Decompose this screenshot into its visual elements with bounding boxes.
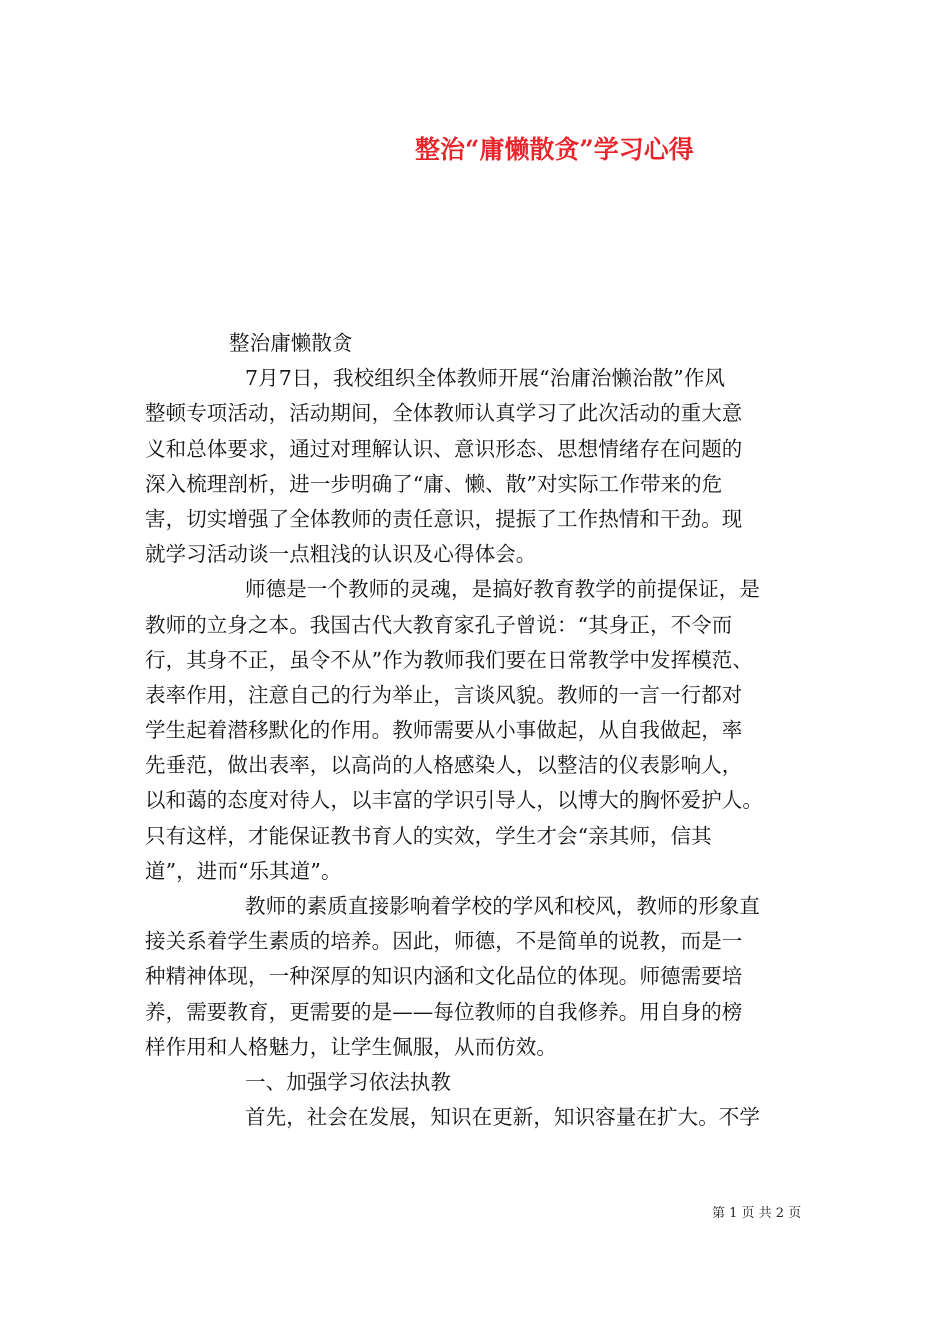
paragraph-line: 整顿专项活动，活动期间，全体教师认真学习了此次活动的重大意: [145, 401, 743, 426]
section-heading: 一、加强学习依法执教: [245, 1069, 451, 1094]
document-title: 整治“庸懒散贪”学习心得: [415, 135, 694, 164]
paragraph-line: 养，需要教育，更需要的是——每位教师的自我修养。用自身的榜: [145, 999, 743, 1024]
paragraph-line: 接关系着学生素质的培养。因此，师德，不是简单的说教，而是一: [145, 929, 743, 954]
paragraph-line: 以和蔼的态度对待人，以丰富的学识引导人，以博大的胸怀爱护人。: [145, 788, 763, 813]
paragraph-line: 种精神体现，一种深厚的知识内涵和文化品位的体现。师德需要培: [145, 964, 743, 989]
paragraph-line: 师德是一个教师的灵魂，是搞好教育教学的前提保证，是: [245, 577, 760, 602]
paragraph-line: 义和总体要求，通过对理解认识、意识形态、思想情绪存在问题的: [145, 436, 743, 461]
paragraph-line: 样作用和人格魅力，让学生佩服，从而仿效。: [145, 1034, 557, 1059]
paragraph-line: 教师的素质直接影响着学校的学风和校风，教师的形象直: [245, 894, 760, 918]
subheading: 整治庸懒散贪: [229, 331, 353, 355]
paragraph-line: 就学习活动谈一点粗浅的认识及心得体会。: [145, 542, 537, 567]
paragraph-line: 道”，进而“乐其道”。: [145, 858, 342, 883]
paragraph-line: 深入梳理剖析，进一步明确了“庸、懒、散”对实际工作带来的危: [145, 471, 723, 496]
paragraph-line: 先垂范，做出表率，以高尚的人格感染人，以整洁的仪表影响人，: [145, 753, 743, 778]
paragraph-line: 只有这样，才能保证教书育人的实效，学生才会“亲其师，信其: [145, 823, 712, 848]
paragraph-line: 学生起着潜移默化的作用。教师需要从小事做起，从自我做起，率: [145, 718, 743, 743]
document-body: [145, 326, 805, 1135]
page-number: 第 1 页 共 2 页: [712, 1206, 802, 1221]
paragraph-line: 首先，社会在发展，知识在更新，知识容量在扩大。不学: [245, 1105, 760, 1130]
page-footer: [712, 1205, 801, 1223]
paragraph-line: 行，其身不正，虽令不从”作为教师我们要在日常教学中发挥模范、: [145, 647, 753, 672]
paragraph-line: 7月7日，我校组织全体教师开展“治庸治懒治散”作风: [245, 366, 726, 391]
paragraph-line: 害，切实增强了全体教师的责任意识，提振了工作热情和干劲。现: [145, 506, 743, 531]
paragraph-line: 表率作用，注意自己的行为举止，言谈风貌。教师的一言一行都对: [145, 682, 743, 707]
paragraph-line: 教师的立身之本。我国古代大教育家孔子曾说：“其身正，不令而: [145, 612, 733, 637]
